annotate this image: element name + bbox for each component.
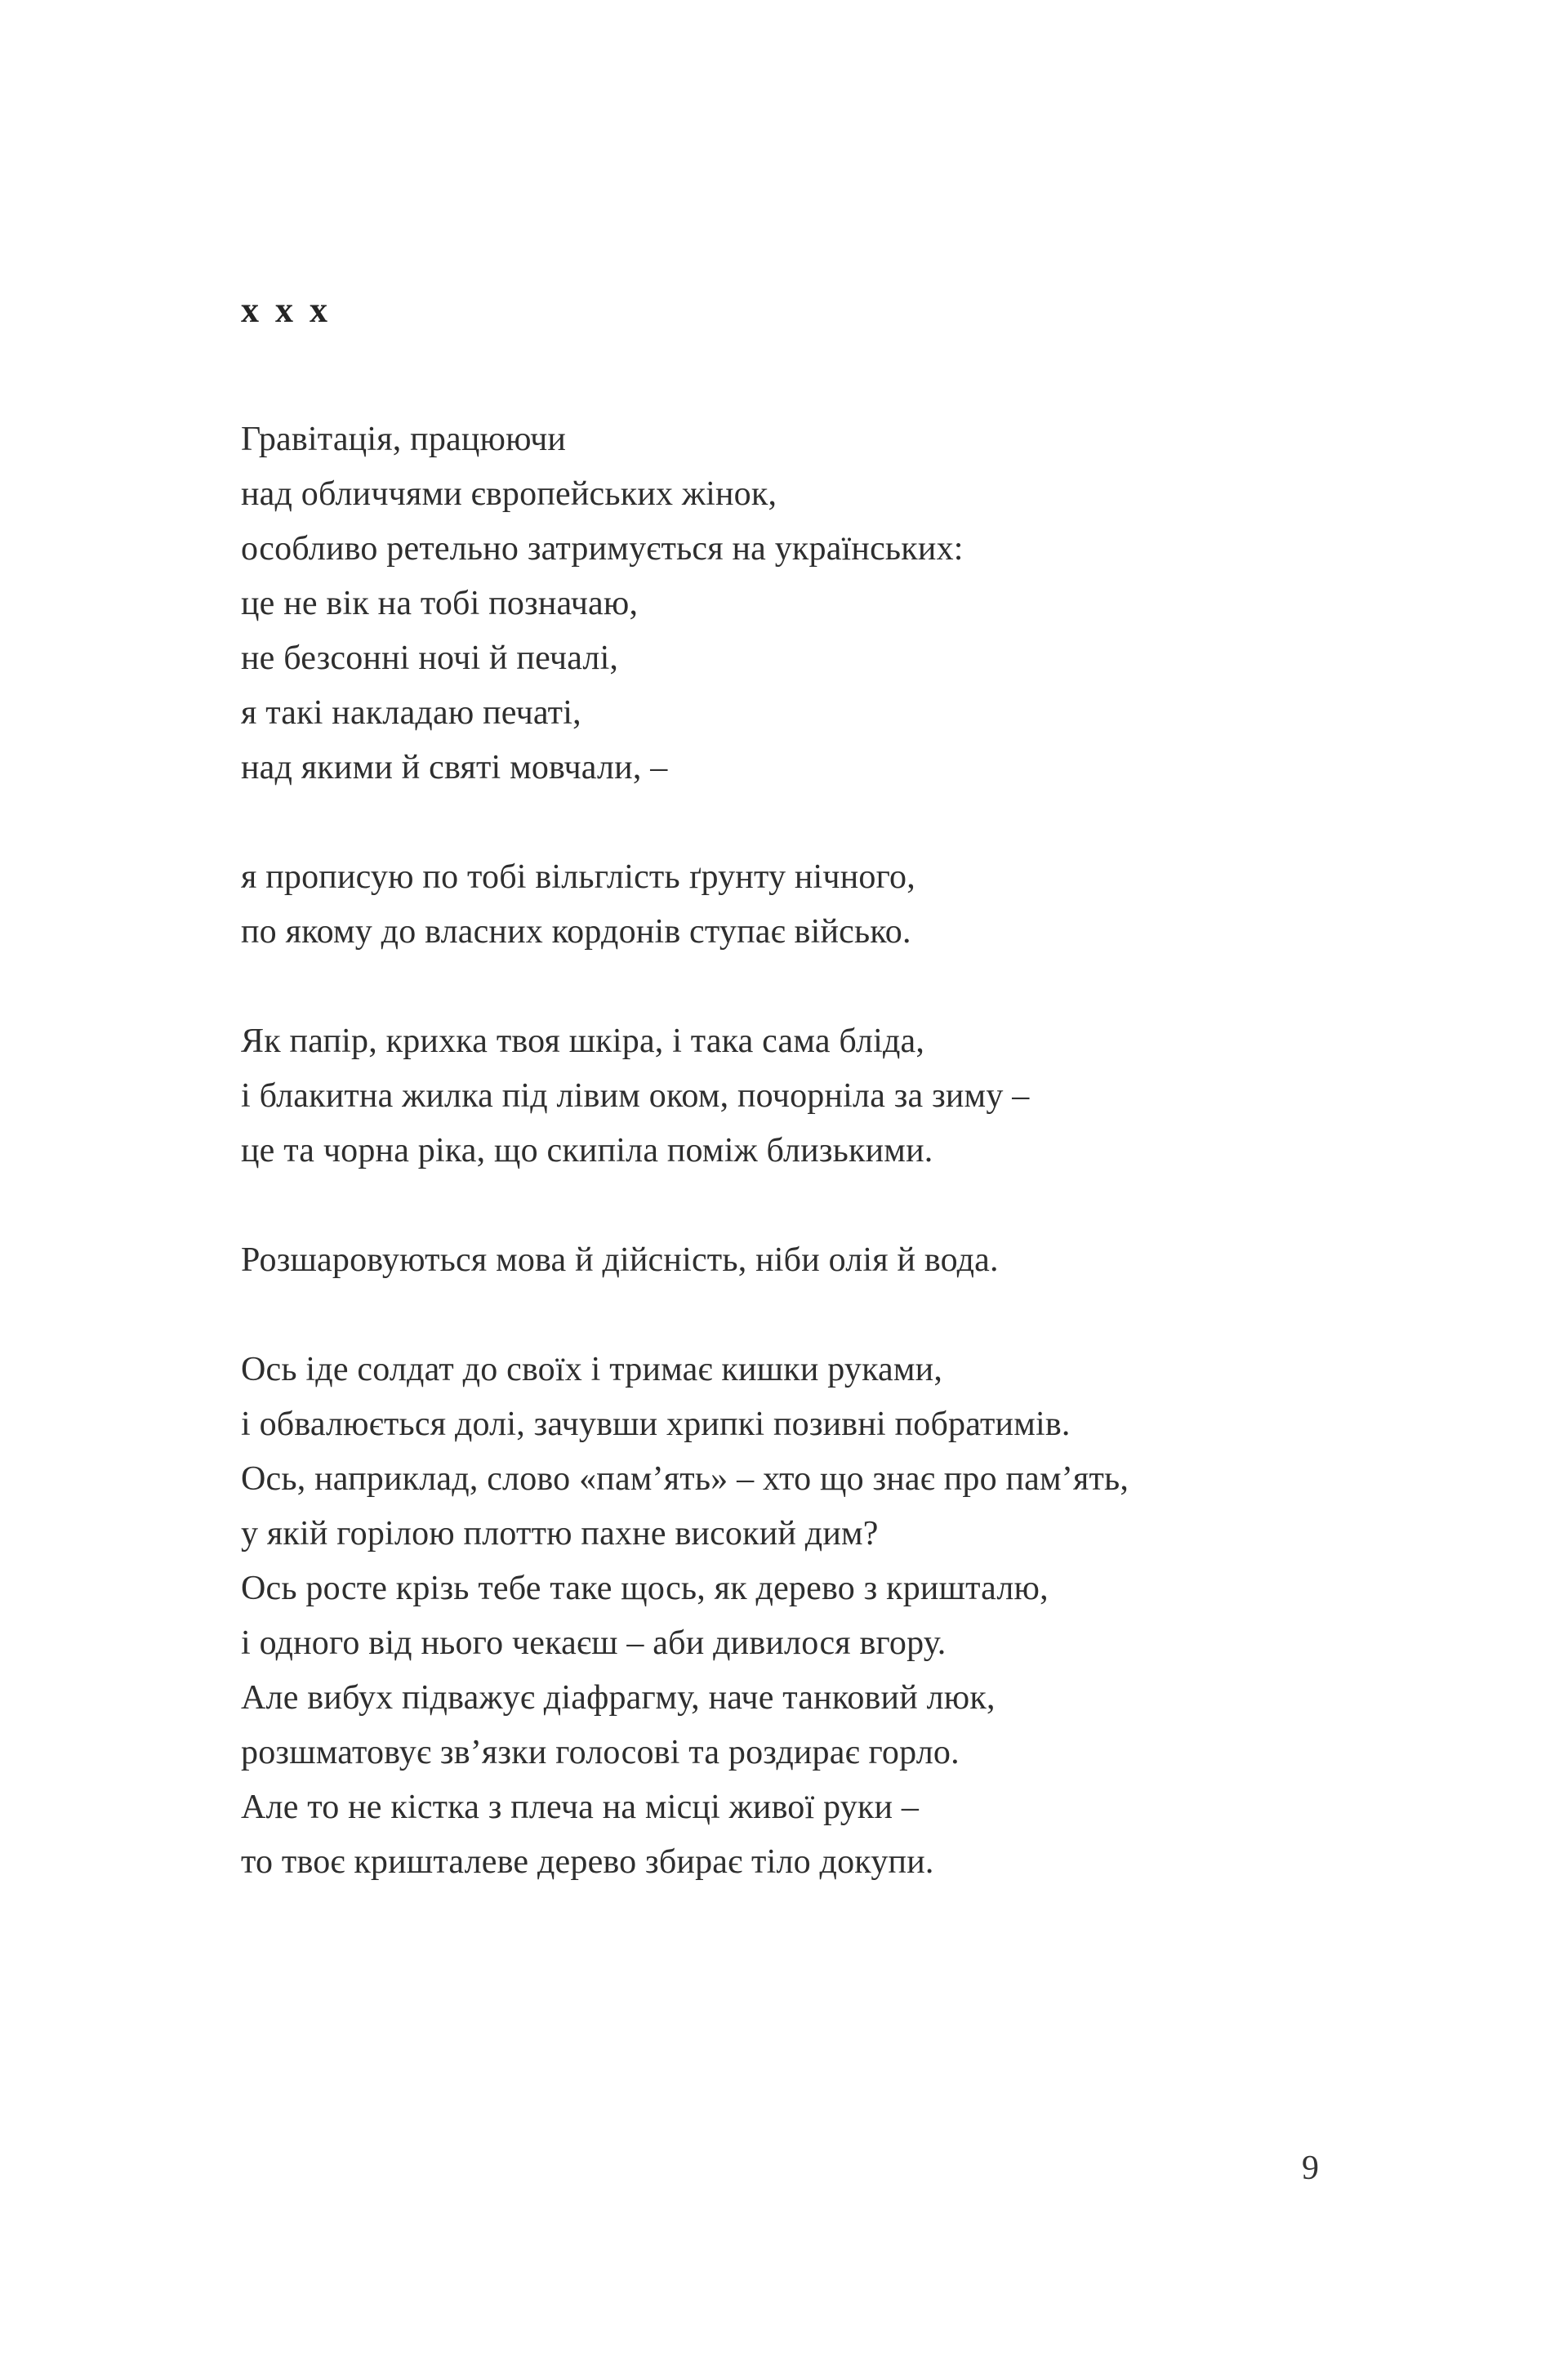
poem-line: у якій горілою плоттю пахне високий дим? bbox=[241, 1515, 879, 1553]
poem-line: не безсонні ночі й печалі, bbox=[241, 639, 619, 677]
poem-line: Ось росте крізь тебе таке щось, як дерево з кришталю, bbox=[241, 1570, 1049, 1607]
poem-line: Ось іде солдат до своїх і тримає кишки руками, bbox=[241, 1351, 943, 1388]
poem-line: по якому до власних кордонів ступає військо. bbox=[241, 913, 911, 951]
poem-body bbox=[241, 412, 1405, 1890]
poem-line: це та чорна ріка, що скипіла поміж близькими. bbox=[241, 1132, 933, 1169]
poem-line: розшматовує зв’язки голосові та роздирає горло. bbox=[241, 1734, 960, 1771]
poem-heading: x x x bbox=[241, 290, 329, 330]
poem-line: над якими й святі мовчали, – bbox=[241, 749, 668, 786]
poem-line: і одного від нього чекаєш – аби дивилося вгору. bbox=[241, 1624, 947, 1662]
poem-line: Гравітація, працюючи bbox=[241, 421, 567, 458]
poem-line: Ось, наприклад, слово «пам’ять» – хто що знає про пам’ять, bbox=[241, 1460, 1129, 1498]
poem-line: я такі накладаю печаті, bbox=[241, 694, 581, 732]
poem-line: Розшаровуються мова й дійсність, ніби олія й вода. bbox=[241, 1241, 999, 1279]
poem-line: Як папір, крихка твоя шкіра, і така сама бліда, bbox=[241, 1022, 925, 1060]
poem-line: над обличчями європейських жінок, bbox=[241, 475, 777, 513]
poem-line: і обвалюється долі, зачувши хрипкі позивні побратимів. bbox=[241, 1406, 1071, 1443]
poem-line: то твоє кришталеве дерево збирає тіло докупи. bbox=[241, 1843, 934, 1881]
page-number: 9 bbox=[1302, 2150, 1319, 2187]
stanza-1 bbox=[241, 412, 1405, 795]
poem-line: особливо ретельно затримується на українських: bbox=[241, 530, 964, 568]
stanza-4 bbox=[241, 1233, 1405, 1288]
poem-line: Але вибух підважує діафрагму, наче танковий люк, bbox=[241, 1679, 996, 1717]
poem-line: я прописую по тобі вільглість ґрунту нічного, bbox=[241, 858, 915, 896]
stanza-5 bbox=[241, 1343, 1405, 1890]
stanza-3 bbox=[241, 1014, 1405, 1178]
poem-line: це не вік на тобі позначаю, bbox=[241, 585, 639, 622]
stanza-2 bbox=[241, 850, 1405, 960]
poem-line: і блакитна жилка під лівим оком, почорніла за зиму – bbox=[241, 1077, 1030, 1115]
poem-line: Але то не кістка з плеча на місці живої руки – bbox=[241, 1789, 920, 1826]
